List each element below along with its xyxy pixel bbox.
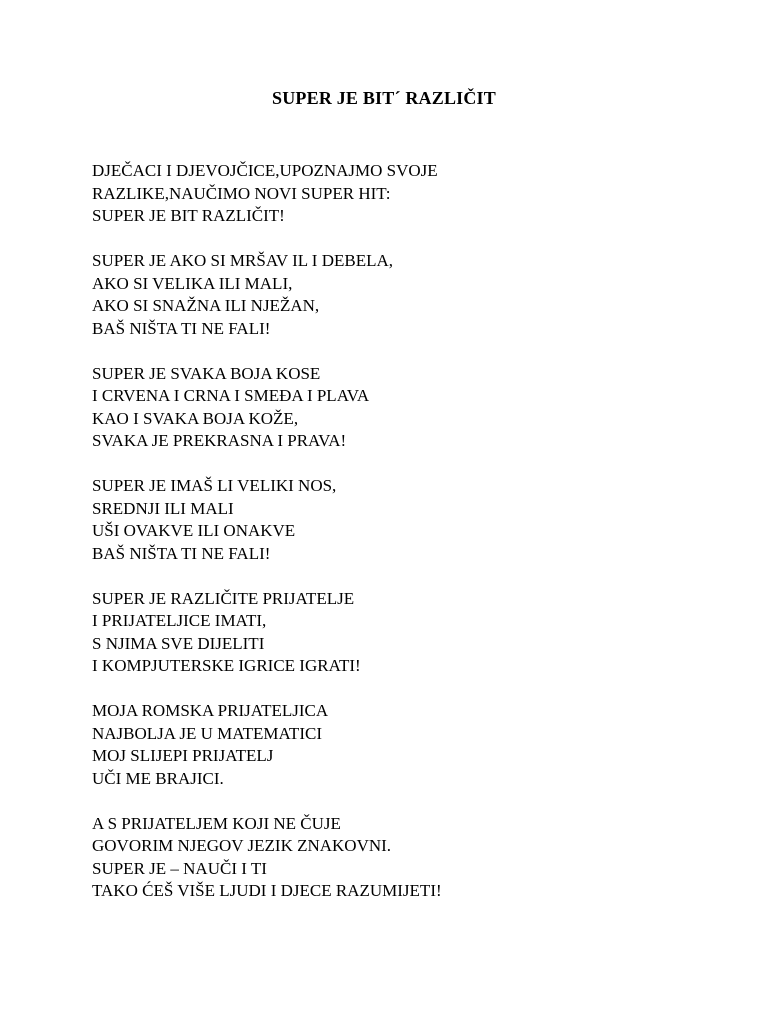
poem-line: TAKO ĆEŠ VIŠE LJUDI I DJECE RAZUMIJETI! <box>92 881 442 900</box>
poem-line: SUPER JE SVAKA BOJA KOSE <box>92 363 321 383</box>
poem-title: SUPER JE BIT´ RAZLIČIT <box>272 88 496 108</box>
poem-line: I CRVENA I CRNA I SMEĐA I PLAVA <box>92 386 370 405</box>
stanza <box>92 250 712 340</box>
stanza <box>92 475 712 565</box>
poem-line: BAŠ NIŠTA TI NE FALI! <box>92 318 271 338</box>
poem-line: SREDNJI ILI MALI <box>92 498 234 518</box>
poem-line: SUPER JE IMAŠ LI VELIKI NOS, <box>92 476 337 495</box>
poem-body <box>92 160 712 925</box>
poem-line: SUPER JE BIT RAZLIČIT! <box>92 206 285 225</box>
poem-line: BAŠ NIŠTA TI NE FALI! <box>92 543 271 563</box>
poem-line: DJEČACI I DJEVOJČICE,UPOZNAJMO SVOJE <box>92 161 438 180</box>
poem-line: MOJ SLIJEPI PRIJATELJ <box>92 746 274 765</box>
poem-line: RAZLIKE,NAUČIMO NOVI SUPER HIT: <box>92 183 391 203</box>
stanza <box>92 588 712 678</box>
poem-line: SVAKA JE PREKRASNA I PRAVA! <box>92 431 347 450</box>
poem-line: UČI ME BRAJICI. <box>92 768 224 788</box>
poem-line: AKO SI SNAŽNA ILI NJEŽAN, <box>92 296 320 315</box>
poem-line: I PRIJATELJICE IMATI, <box>92 611 267 630</box>
stanza <box>92 813 712 903</box>
poem-line: UŠI OVAKVE ILI ONAKVE <box>92 521 296 540</box>
stanza <box>92 700 712 790</box>
poem-line: NAJBOLJA JE U MATEMATICI <box>92 723 322 743</box>
poem-line: GOVORIM NJEGOV JEZIK ZNAKOVNI. <box>92 836 392 855</box>
stanza <box>92 160 712 228</box>
poem-line: S NJIMA SVE DIJELITI <box>92 633 265 653</box>
poem-line: MOJA ROMSKA PRIJATELJICA <box>92 701 329 720</box>
poem-line: AKO SI VELIKA ILI MALI, <box>92 273 293 293</box>
poem-line: A S PRIJATELJEM KOJI NE ČUJE <box>92 813 341 833</box>
poem-line: SUPER JE RAZLIČITE PRIJATELJE <box>92 588 355 608</box>
poem-line: SUPER JE – NAUČI I TI <box>92 858 267 878</box>
poem-line: I KOMPJUTERSKE IGRICE IGRATI! <box>92 656 361 675</box>
stanza <box>92 363 712 453</box>
poem-line: SUPER JE AKO SI MRŠAV IL I DEBELA, <box>92 251 394 270</box>
poem-line: KAO I SVAKA BOJA KOŽE, <box>92 408 299 428</box>
